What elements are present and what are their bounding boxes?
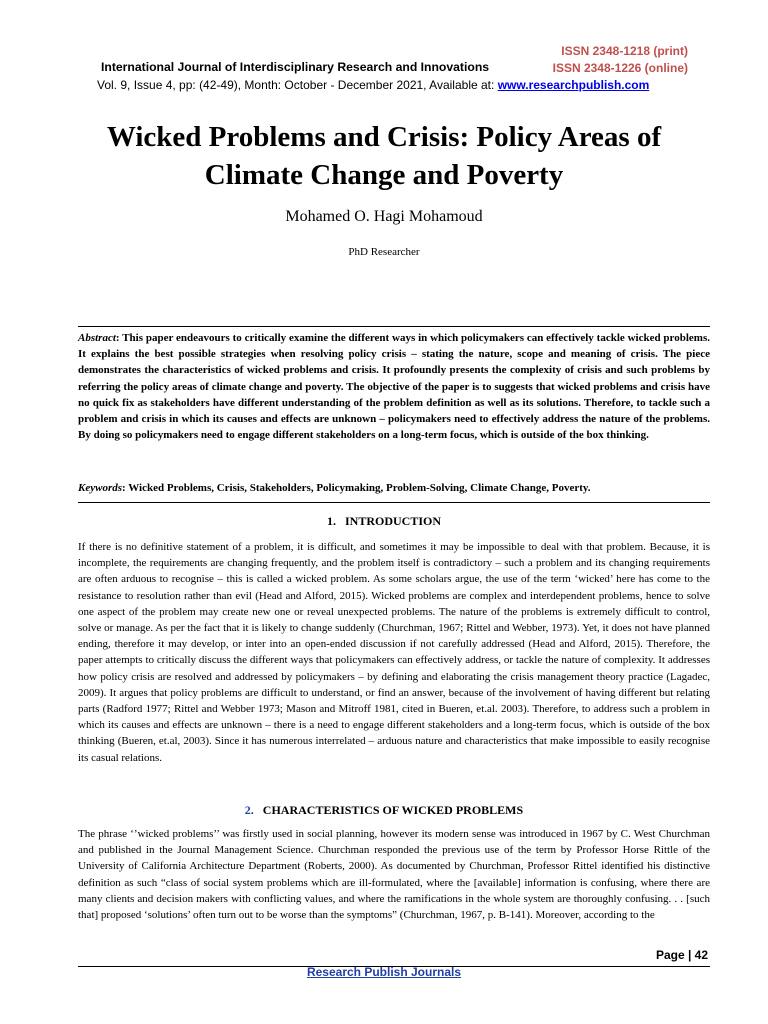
abstract-block <box>78 330 710 443</box>
keywords-text: : Wicked Problems, Crisis, Stakeholders, Policymaking, Problem-Solving, Climate Change, Poverty. <box>122 482 591 494</box>
section-heading-characteristics <box>0 803 768 818</box>
characteristics-paragraph: The phrase ‘’wicked problems’’ was firstly used in social planning, however its modern sense was introduced in 1967 by C. West Churchman and published in the Journal Management Science. Churchman responded the previous use of the term by Professor Horse Rittle of the University of California Architecture Department (Roberts, 2000). As documented by Churchman, Professor Rittel identified his distinctive definition as such “class of social system problems which are ill-formulated, where the [available] information is confusing, where there are many clients and decision makers with conflicting values, and where the ramifications in the whole system are thoroughly confusing. . . [such that] proposed ‘solutions’ often turn out to be worse than the symptoms” (Churchman, 1967, p. B-141). Moreover, according to the <box>78 828 710 922</box>
paper-title <box>40 118 728 194</box>
section-number: 2. <box>244 803 254 817</box>
keywords-label: Keywords <box>78 482 122 494</box>
volume-line <box>97 78 649 92</box>
section-heading-introduction <box>0 514 768 529</box>
author-name: Mohamed O. Hagi Mohamoud <box>285 208 483 225</box>
introduction-paragraph: If there is no definitive statement of a problem, it is difficult, and sometimes it may be impossible to deal with that problem. Because, it is incomplete, the requirements are changing frequently, and the problem itself is contradictory – such a problem and its changing requirements are often arduous to recognise – this is called a wicked problem. As some scholars argue, the use of the term ‘wicked’ here has come to the resistance to resolution rather than evil (Head and Alford, 2015). Wicked problems are complex and interdependent problems, hence to solve one aspect of the problem may create new one or reveal unexpected problems. The nature of the problems is extremely difficult to control, solve or manage. As per the fact that it is likely to change suddenly (Churchman, 1967; Rittel and Webber, 1973). Yet, it does not have planned ending, therefore it may develop, or inter into an open-ended discussion if not carefully addressed (Head and Alford, 2015). Therefore, the paper attempts to critically discuss the different ways that policymakers can effectively address, or tackle the nature of complexity. It addresses how policy crisis are resolved and addressed by policymakers – by defining and elaborating the crisis management theory practice (Lagadec, 2009). It argues that policy problems are difficult to understand, or find an answer, because of the involvement of having different but relating parts (Radford 1977; Rittel and Webber 1973; Mason and Mitroff 1981, cited in Bueren, et.al. 2003). Therefore, to address such a problem in which its causes and effects are unknown – there is a need to engage different stakeholders and a long-term focus, which is outside of the box thinking (Bueren, et.al, 2003). Since it has numerous interrelated – arduous nature and characteristics that make impossible to easily recognise its casual relations. <box>78 541 710 764</box>
abstract-top-rule <box>78 326 710 327</box>
section-title: INTRODUCTION <box>344 514 441 528</box>
paper-title-line1: Wicked Problems and Crisis: Policy Areas of <box>106 121 662 153</box>
paper-title-line2: Climate Change and Poverty <box>204 159 564 191</box>
page-number: Page | 42 <box>655 948 708 962</box>
author-affiliation: PhD Researcher <box>348 246 420 258</box>
volume-info: Vol. 9, Issue 4, pp: (42-49), Month: October - December 2021, Available at: <box>97 78 495 92</box>
section-number: 1. <box>326 514 336 528</box>
publisher-link[interactable]: Research Publish Journals <box>306 965 462 979</box>
website-link[interactable]: www.researchpublish.com <box>497 78 650 92</box>
issn-online: ISSN 2348-1226 (online) <box>552 61 688 75</box>
footer <box>0 965 768 979</box>
abstract-text: : This paper endeavours to critically examine the different ways in which policymakers can effectively tackle wicked problems. It explains the best possible strategies when resolving policy crisis – stating the nature, scope and meaning of crisis. The piece demonstrates the characteristics of wicked problems and crisis. It profoundly presents the complexity of crisis and such problems by referring the policy areas of climate change and poverty. The objective of the paper is to suggests that wicked problems and crisis have no quick fix as stakeholders have different understanding of the problem definition as well as its solutions. Therefore, to tackle such a problem and crisis in which its causes and effects are unknown – policymakers need to effectively address the nature of the problems. By doing so policymakers need to engage different stakeholders on a long-term focus, which is outside of the box thinking. <box>78 332 710 442</box>
issn-print: ISSN 2348-1218 (print) <box>561 44 688 58</box>
journal-name: International Journal of Interdisciplinary Research and Innovations <box>101 60 490 74</box>
section-title: CHARACTERISTICS OF WICKED PROBLEMS <box>262 803 524 817</box>
keywords-block <box>78 482 710 494</box>
abstract-label: Abstract <box>78 332 116 344</box>
keywords-bottom-rule <box>78 502 710 503</box>
